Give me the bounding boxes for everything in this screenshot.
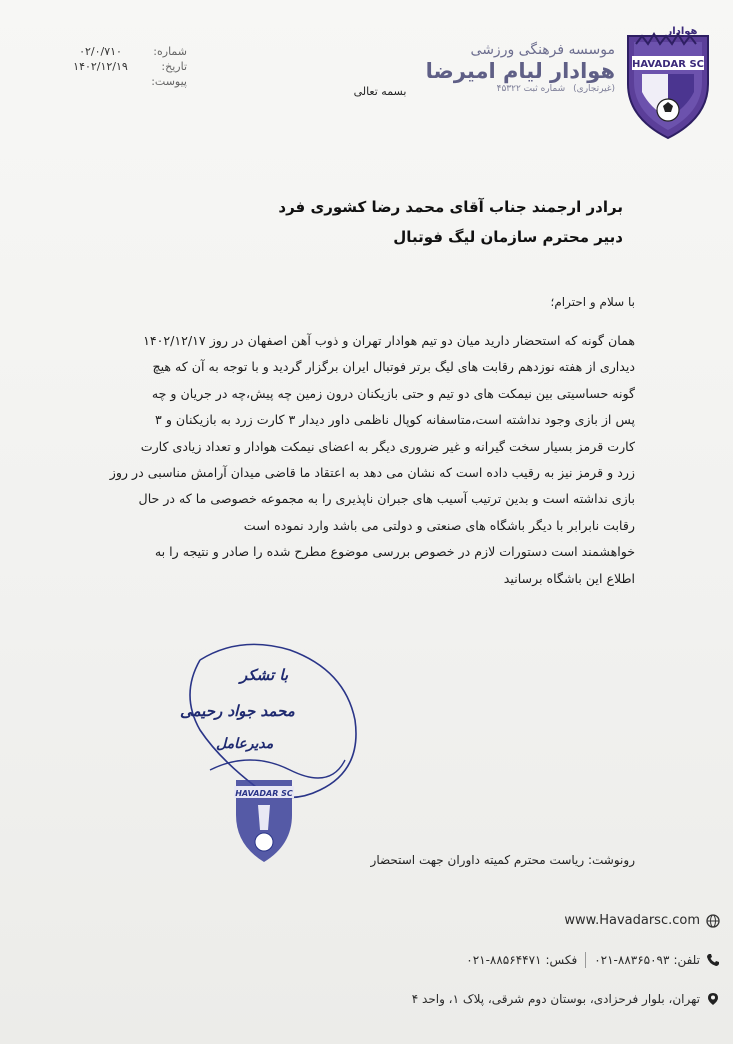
footer-phone-row [420,952,720,968]
body-line: پس از بازی وجود نداشته است،متاسفانه کوپال ناظمی داور دیدار ۳ کارت زرد به بازیکنان و ۳ [155,412,635,428]
letter-body [75,328,635,592]
basmala: بسمه تعالی [353,85,407,98]
org-name: هوادار لیام امیرضا [425,59,615,83]
globe-icon [706,914,720,928]
signature-name: محمد جواد رحیمی [180,702,295,720]
recipient [103,192,623,252]
organization-block [420,42,615,94]
body-line: کارت قرمز بسیار سخت گیرانه و غیر ضروری دیگر به اعضای نیمکت هوادار و تعداد زیادی کارت [140,438,635,454]
body-line: همان گونه که استحضار دارید میان دو تیم هوادار تهران و ذوب آهن اصفهان در روز ۱۴۰۲/۱۲/۱۷ [143,333,635,348]
fax-number: ۰۲۱-۸۸۵۶۴۴۷۱ [466,953,542,967]
tel-number: ۰۲۱-۸۸۳۶۵۰۹۳ [594,953,670,967]
phone-icon [706,953,720,967]
recipient-line1: برادر ارجمند جناب آقای محمد رضا کشوری فرد [278,198,623,216]
meta-number: شماره: ۰۲/۰/۷۱۰ [79,45,187,58]
tel-label: تلفن: [673,953,700,967]
divider [585,952,586,968]
signature-thanks: با تشکر [240,666,289,684]
body-line: بازی نداشته است و بدین ترتیب آسیب های جبران ناپذیری را به مجموعه خصوصی ما که در حال [138,491,635,507]
body-line: دیداری از هفته نوزدهم رقابت های لیگ برتر فوتبال ایران برگزار گردید و با توجه به آن که هیچ [152,359,635,375]
havadar-logo [622,22,714,140]
org-sub: (غیرتجاری) [573,84,615,94]
org-type: موسسه فرهنگی ورزشی [470,42,615,58]
meta-date: تاریخ: ۱۴۰۲/۱۲/۱۹ [73,60,187,73]
greeting: با سلام و احترام؛ [550,295,635,309]
footer-address-row [390,992,720,1006]
recipient-line2: دبیر محترم سازمان لیگ فوتبال [393,228,623,246]
logo-top-text: هوادار [666,26,698,37]
address: تهران، بلوار فرحزادی، بوستان دوم شرقی، پلاک ۱، واحد ۴ [411,992,700,1006]
body-line: زرد و قرمز نیز به رقیب داده است که نشان می دهد به اعتقاد ما قاضی میدان آرامش مناسبی در روز [109,464,635,480]
body-line: خواهشمند است دستورات لازم در خصوص بررسی موضوع مطرح شده را صادر و نتیجه را به [154,544,635,560]
body-line: گونه حساسیتی بین نیمکت های دو تیم و حتی بازیکنان درون زمین چه پیش،چه در جریان و چه [151,385,635,401]
fax-label: فکس: [545,953,578,967]
stamp-text: HAVADAR SC [235,789,293,798]
footer-website-row [460,913,720,928]
letter-meta [62,44,187,89]
body-line: رقابت نابرابر با دیگر باشگاه های صنعتی و دولتی می باشد وارد نموده است [243,517,635,533]
location-pin-icon [706,992,720,1006]
meta-attachment: پیوست: [151,75,187,88]
logo-text: HAVADAR SC [632,59,704,70]
carbon-copy: رونوشت: ریاست محترم کمیته داوران جهت استحضار [370,853,635,867]
signature-stamp [140,640,380,870]
website-link[interactable]: www.Havadarsc.com [564,913,700,928]
org-registration: شماره ثبت ۴۵۳۲۲ [496,84,566,94]
signature-title: مدیرعامل [216,736,274,752]
body-line: اطلاع این باشگاه برسانید [503,570,635,586]
